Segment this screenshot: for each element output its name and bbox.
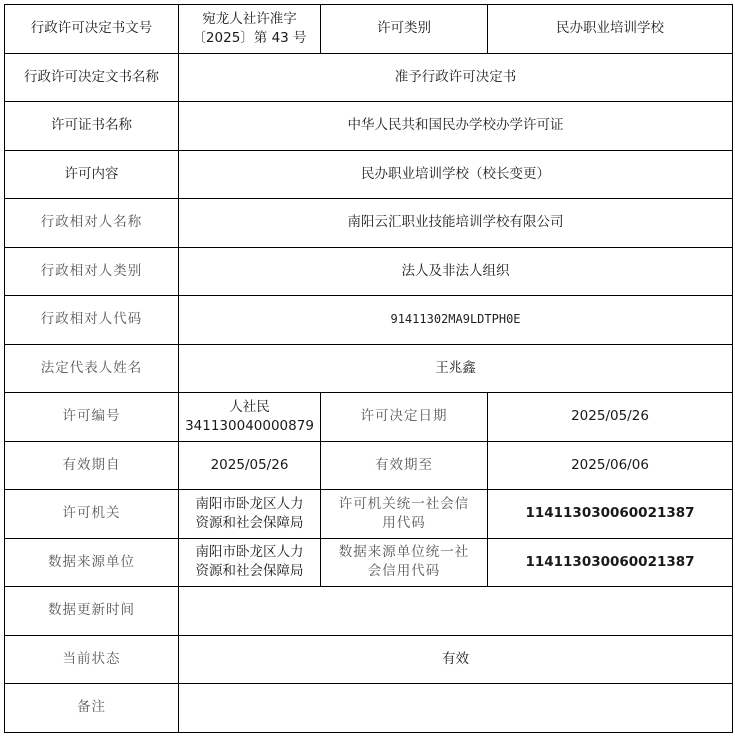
row-legal-representative	[5, 344, 733, 393]
row-decision-doc-name	[5, 53, 733, 102]
row-certificate-name	[5, 102, 733, 151]
decision-doc-number-label: 行政许可决定书文号	[5, 5, 179, 54]
permit-category-label: 许可类别	[321, 5, 488, 54]
row-permit-number	[5, 393, 733, 442]
row-remarks	[5, 684, 733, 733]
row-counterpart-code	[5, 296, 733, 345]
authority-credit-code-label-line1: 许可机关统一社会信	[338, 495, 470, 512]
counterpart-code-value: 91411302MA9LDTPH0E	[179, 296, 733, 345]
row-data-source	[5, 538, 733, 587]
update-time-value	[179, 587, 733, 636]
authority-credit-code-value: 114113030060021387	[488, 490, 733, 539]
permit-content-label: 许可内容	[5, 150, 179, 199]
source-credit-code-value: 114113030060021387	[488, 538, 733, 587]
permit-authority-line1: 南阳市卧龙区人力	[195, 495, 304, 512]
authority-credit-code-label-line2: 用代码	[382, 514, 426, 531]
decision-doc-number-value	[179, 5, 321, 54]
valid-to-label: 有效期至	[321, 441, 488, 490]
row-counterpart-type	[5, 247, 733, 296]
valid-from-label: 有效期自	[5, 441, 179, 490]
row-counterpart-name	[5, 199, 733, 248]
source-credit-code-label-line1: 数据来源单位统一社	[338, 544, 470, 561]
source-credit-code-label-line2: 会信用代码	[367, 563, 441, 580]
data-source-label: 数据来源单位	[5, 538, 179, 587]
permit-date-value: 2025/05/26	[488, 393, 733, 442]
certificate-name-label: 许可证书名称	[5, 102, 179, 151]
decision-doc-number-line2: 〔2025〕第 43 号	[192, 29, 307, 46]
counterpart-code-label: 行政相对人代码	[5, 296, 179, 345]
permit-number-value	[179, 393, 321, 442]
row-update-time	[5, 587, 733, 636]
counterpart-name-value: 南阳云汇职业技能培训学校有限公司	[179, 199, 733, 248]
permit-authority-label: 许可机关	[5, 490, 179, 539]
permit-authority-value	[179, 490, 321, 539]
decision-doc-name-value: 准予行政许可决定书	[179, 53, 733, 102]
data-source-line1: 南阳市卧龙区人力	[195, 544, 304, 561]
source-credit-code-label	[321, 538, 488, 587]
legal-representative-value: 王兆鑫	[179, 344, 733, 393]
decision-doc-name-label: 行政许可决定文书名称	[5, 53, 179, 102]
certificate-name-value: 中华人民共和国民办学校办学许可证	[179, 102, 733, 151]
current-status-value: 有效	[179, 635, 733, 684]
counterpart-type-value: 法人及非法人组织	[179, 247, 733, 296]
row-valid-period	[5, 441, 733, 490]
counterpart-name-label: 行政相对人名称	[5, 199, 179, 248]
data-source-line2: 资源和社会保障局	[195, 563, 304, 580]
counterpart-type-label: 行政相对人类别	[5, 247, 179, 296]
authority-credit-code-label	[321, 490, 488, 539]
legal-representative-label: 法定代表人姓名	[5, 344, 179, 393]
row-permit-content	[5, 150, 733, 199]
row-decision-doc-number	[5, 5, 733, 54]
remarks-label: 备注	[5, 684, 179, 733]
permit-number-line2: 341130040000879	[185, 417, 314, 434]
update-time-label: 数据更新时间	[5, 587, 179, 636]
permit-authority-line2: 资源和社会保障局	[195, 514, 304, 531]
permit-date-label: 许可决定日期	[321, 393, 488, 442]
data-source-value	[179, 538, 321, 587]
current-status-label: 当前状态	[5, 635, 179, 684]
valid-to-value: 2025/06/06	[488, 441, 733, 490]
decision-doc-number-line1: 宛龙人社许准字	[202, 10, 297, 27]
permit-number-label: 许可编号	[5, 393, 179, 442]
permit-category-value: 民办职业培训学校	[488, 5, 733, 54]
permit-content-value: 民办职业培训学校（校长变更）	[179, 150, 733, 199]
valid-from-value: 2025/05/26	[179, 441, 321, 490]
remarks-value	[179, 684, 733, 733]
permit-info-table	[4, 4, 733, 733]
permit-number-line1: 人社民	[229, 398, 270, 415]
row-permit-authority	[5, 490, 733, 539]
row-current-status	[5, 635, 733, 684]
